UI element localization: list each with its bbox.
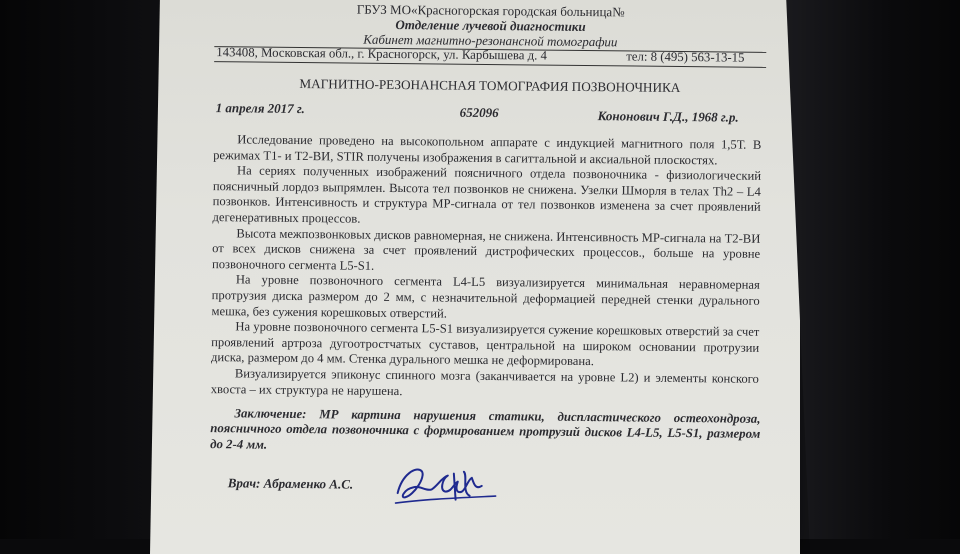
cabinet-name: Кабинет магнитно-резонансной томографии — [363, 31, 618, 50]
report-date: 1 апреля 2017 г. — [215, 100, 305, 117]
phone: тел: 8 (495) 563-13-15 — [626, 49, 745, 65]
paragraph: Исследование проведено на высокопольном аппарате с индукцией магнитного поля 1,5Т. В режимах Т1- и Т2-ВИ, STIR получены изображения в сагиттальной и аксиальной плоскостях. — [213, 132, 762, 167]
address: 143408, Московская обл., г. Красногорск, ул. Карбышева д. 4 — [216, 45, 548, 63]
conclusion: Заключение: МР картина нарушения статики, диспластического остеохондроза, поясничного отдела позвоночника с формированием протрузий дисков L4-L5, L5-S1, размером до 2-4 мм. — [210, 406, 761, 452]
paragraph: Визуализируется эпиконус спинного мозга (заканчивается на уровне L2) и элементы конского хвоста – их структура не нарушена. — [210, 366, 759, 398]
paragraph: На сериях полученных изображений поясничного отдела позвоночника - физиологический поясничный лордоз выпрямлен. Высота тел позвонков не снижена. Узелки Шморля в телах Th2 – L4 позвонков. Интенсивность и структура МР-сигнала от тел позвонков изменена за счет проявлений дегенеративных процессов. — [212, 163, 762, 226]
report-number: 652096 — [459, 104, 499, 121]
paragraph: На уровне позвоночного сегмента L5-S1 визуализируется сужение корешковых отверстий за счет проявлений артроза дугоотростчатых суставов, центральной на широком основании протрузии диска, размером до 4 мм. Стенка дурального мешка не деформирована. — [210, 319, 760, 369]
signature-image — [391, 455, 502, 516]
paragraph: На уровне позвоночного сегмента L4-L5 визуализируется минимальная неравномерная протрузия диска размером до 2 мм, с незначительной деформацией передней стенки дурального мешка, без сужения корешковых отверстий. — [211, 272, 760, 321]
department-name: Отделение лучевой диагностики — [395, 17, 586, 35]
paragraph: Высота межпозвонковых дисков равномерная, не снижена. Интенсивность МР-сигнала на Т2-ВИ от всех дисков снижена за счет проявлений дистрофических процессов., больше на уровне позвоночного сегмента L5-S1. — [211, 225, 761, 273]
report-title: МАГНИТНО-РЕЗОНАНСНАЯ ТОМОГРАФИЯ ПОЗВОНОЧНИКА — [299, 76, 681, 96]
report-body — [211, 132, 762, 403]
patient-info: Кононович Г.Д., 1968 г.р. — [597, 108, 739, 125]
doctor-name: Врач: Абраменко А.С. — [227, 475, 354, 492]
document — [209, 0, 767, 542]
institution-name: ГБУЗ МО«Красногорская городская больница№ — [356, 1, 625, 20]
